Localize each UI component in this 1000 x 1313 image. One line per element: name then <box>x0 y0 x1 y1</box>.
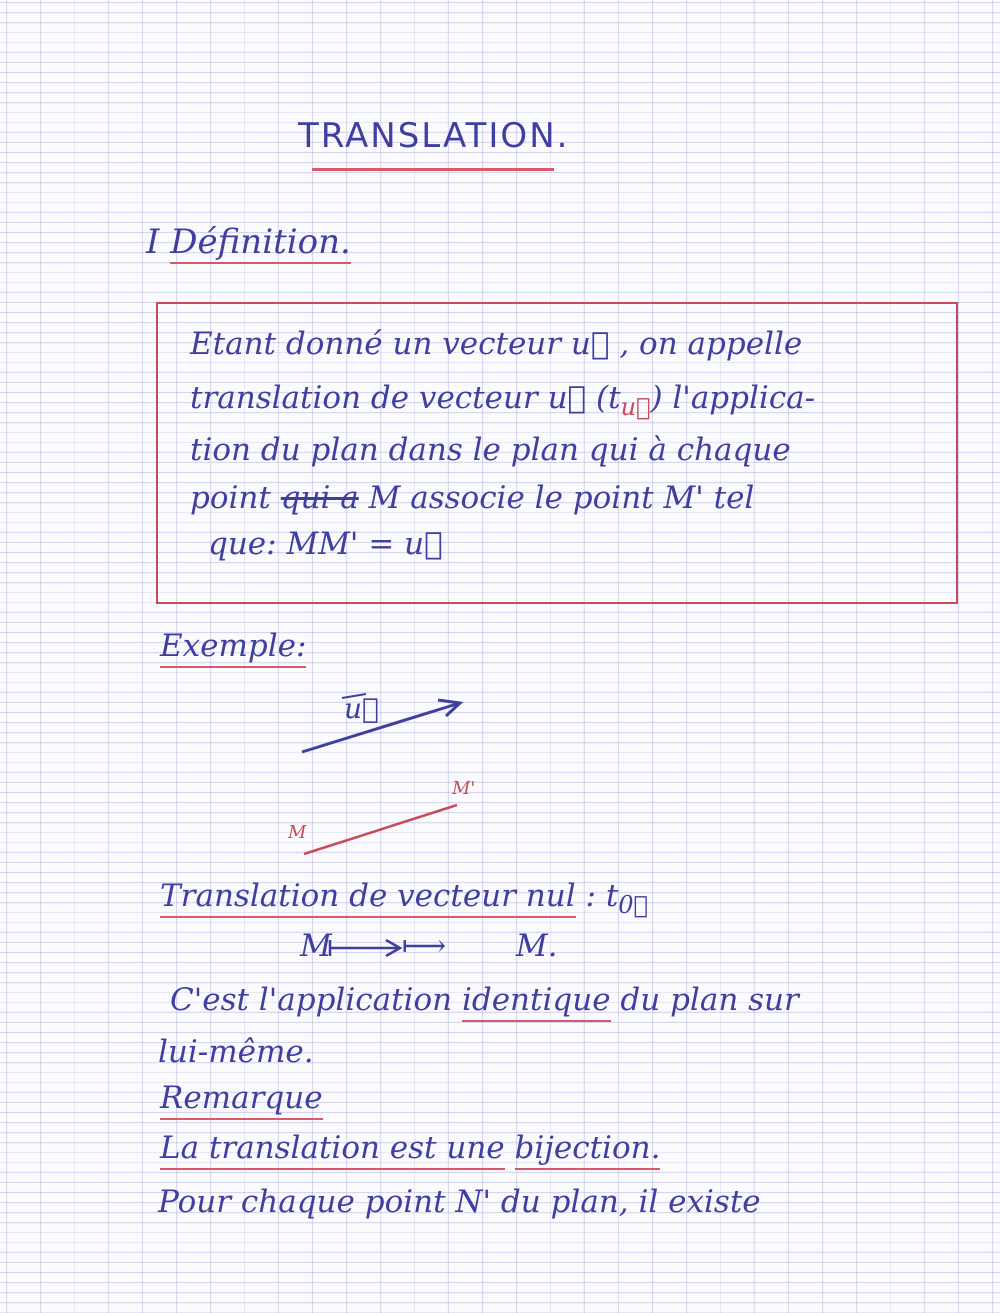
definition-line-1: Etant donné un vecteur u⃗ , on appelle <box>190 326 803 362</box>
example-heading: Exemple: <box>160 628 306 668</box>
section-title: Définition. <box>170 222 351 262</box>
section-number: I <box>146 222 160 262</box>
identity-line-2: lui-même. <box>158 1034 314 1070</box>
definition-line-5: que: MM' = u⃗ <box>208 526 443 562</box>
identity-post: du plan sur <box>620 982 799 1018</box>
definition-line-2-text: translation de vecteur u⃗ (t <box>190 380 621 416</box>
null-vector-subscript: 0⃗ <box>618 891 648 920</box>
identity-pre: C'est l'application <box>170 982 453 1018</box>
definition-line-4-rest: M associe le point M' tel <box>368 480 755 516</box>
remark-line-2: Pour chaque point N' du plan, il existe <box>158 1184 761 1220</box>
definition-line-2-suffix: ) l'applica- <box>650 380 816 416</box>
remark-line-1-pre: La translation est une <box>160 1130 505 1170</box>
remark-line-1-word: bijection. <box>515 1130 661 1170</box>
page-title: TRANSLATION. <box>298 116 570 156</box>
remark-line-1 <box>160 1130 660 1166</box>
struck-text: qui a <box>280 480 359 516</box>
null-translation-heading: Translation de vecteur nul <box>160 878 576 918</box>
remark-heading: Remarque <box>160 1080 323 1120</box>
segment-mm-prime <box>304 805 457 854</box>
point-m-prime-label: M' <box>452 778 476 799</box>
translation-subscript: u⃗ <box>620 393 651 422</box>
null-translation-symbol: : t <box>585 878 619 914</box>
vector-u-label: u⃗ <box>344 692 379 725</box>
point-m-label: M <box>288 822 307 843</box>
definition-line-3: tion du plan dans le plan qui à chaque <box>190 432 791 468</box>
vector-u-line <box>302 703 460 752</box>
identity-word: identique <box>462 982 611 1022</box>
null-translation-line <box>160 878 648 919</box>
definition-line-4-start: point <box>190 480 271 516</box>
null-translation-mapping: M ⟼ M. <box>300 928 558 964</box>
identity-line-1 <box>170 982 799 1018</box>
